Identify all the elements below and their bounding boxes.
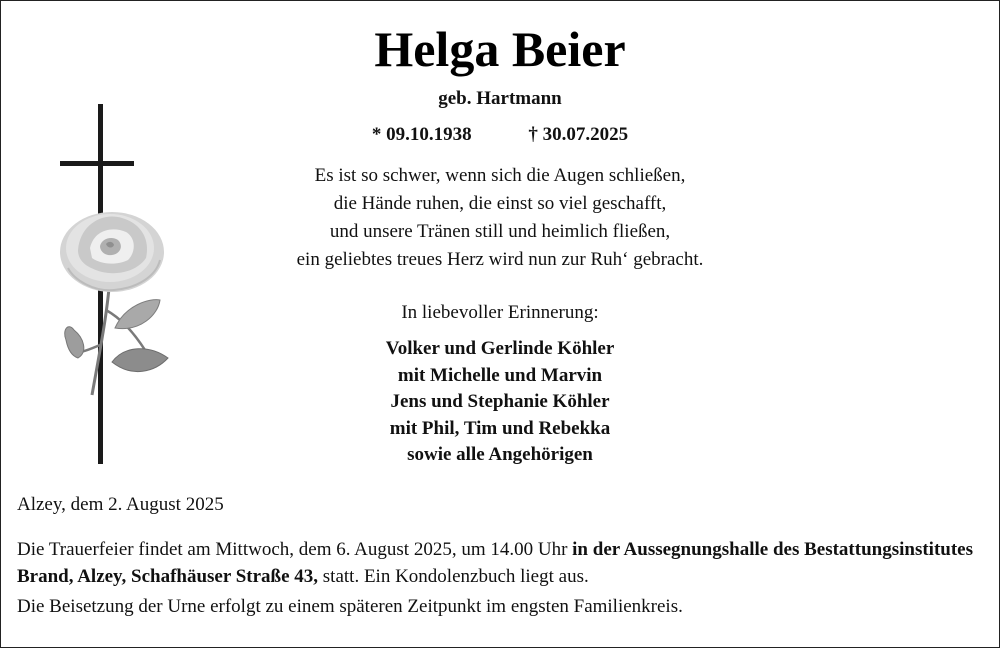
mourners-list — [200, 336, 800, 469]
mourner-line: mit Michelle und Marvin — [397, 364, 603, 386]
funeral-info — [17, 536, 977, 590]
death-date: † 30.07.2025 — [528, 124, 629, 145]
birth-date: * 09.10.1938 — [371, 124, 472, 145]
mourner-line: Jens und Stephanie Köhler — [390, 391, 610, 412]
funeral-text-end: statt. Ein Kondolenzbuch liegt aus. — [318, 566, 589, 587]
funeral-location: in der Aussegnungshalle des Bestattungsinstitutes Brand, Alzey, Schafhäuser Straße 43, — [17, 539, 974, 587]
cross-with-rose-icon — [50, 100, 180, 475]
mourner-line: mit Phil, Tim und Rebekka — [389, 417, 611, 439]
memory-line: In liebevoller Erinnerung: — [401, 302, 599, 323]
life-dates — [200, 124, 800, 146]
poem-line: und unsere Tränen still und heimlich fließen, — [329, 221, 671, 242]
funeral-text: Die Trauerfeier findet am Mittwoch, dem 6. August 2025, um 14.00 Uhr — [17, 539, 573, 560]
poem — [200, 162, 800, 274]
mourner-line: Volker und Gerlinde Köhler — [385, 338, 615, 359]
deceased-name: Helga Beier — [374, 21, 626, 77]
poem-line: Es ist so schwer, wenn sich die Augen schließen, — [314, 165, 686, 186]
burial-info: Die Beisetzung der Urne erfolgt zu einem späteren Zeitpunkt im engsten Familienkreis. — [17, 596, 683, 617]
mourner-line: sowie alle Angehörigen — [407, 444, 593, 465]
maiden-name: geb. Hartmann — [438, 88, 562, 109]
poem-line: die Hände ruhen, die einst so viel geschafft, — [333, 193, 667, 214]
poem-line: ein geliebtes treues Herz wird nun zur Ruh‘ gebracht. — [296, 249, 704, 270]
place-and-date: Alzey, dem 2. August 2025 — [17, 494, 224, 515]
